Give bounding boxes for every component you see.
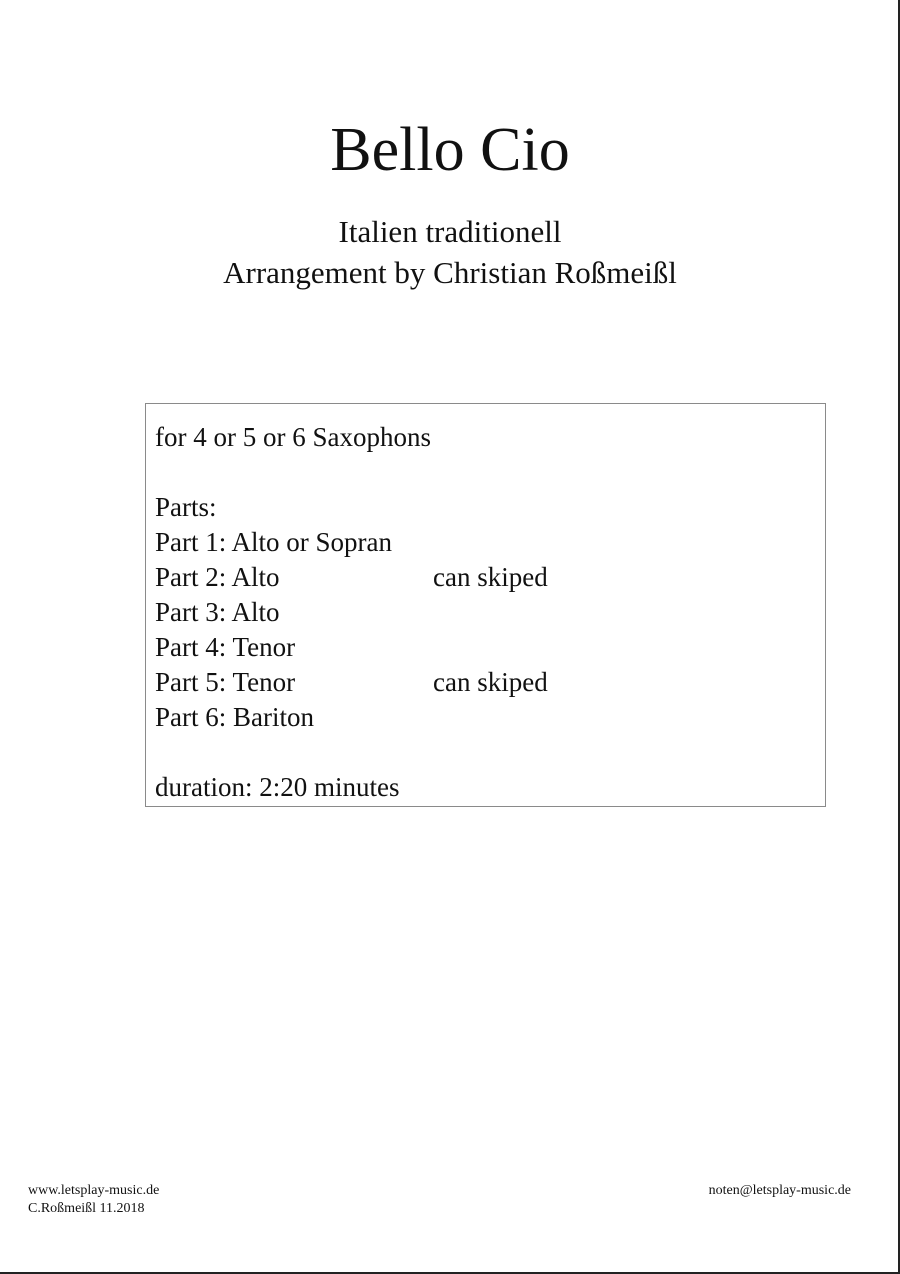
part-label: Part 3: Alto bbox=[155, 597, 280, 627]
part-row-1 bbox=[155, 525, 392, 559]
part-label: Part 2: Alto bbox=[155, 562, 280, 592]
part-note: can skiped bbox=[433, 667, 548, 697]
part-row-4 bbox=[155, 630, 295, 664]
parts-heading: Parts: bbox=[155, 492, 217, 522]
info-box bbox=[145, 403, 826, 807]
subtitle-origin: Italien traditionell bbox=[338, 214, 562, 249]
part-row-5 bbox=[155, 665, 548, 699]
duration-text: duration: 2:20 minutes bbox=[155, 772, 400, 802]
part-label: Part 6: Bariton bbox=[155, 702, 314, 732]
part-row-2 bbox=[155, 560, 548, 594]
footer-website: www.letsplay-music.de bbox=[28, 1183, 160, 1198]
part-label: Part 4: Tenor bbox=[155, 632, 296, 662]
footer-copyright: C.Roßmeißl 11.2018 bbox=[28, 1201, 145, 1216]
document-title: Bello Cio bbox=[330, 116, 570, 184]
part-label: Part 5: Tenor bbox=[155, 667, 296, 697]
footer-email: noten@letsplay-music.de bbox=[708, 1183, 851, 1198]
subtitle-arrangement: Arrangement by Christian Roßmeißl bbox=[223, 255, 677, 290]
part-row-6 bbox=[155, 700, 314, 734]
part-label: Part 1: Alto or Sopran bbox=[155, 527, 392, 557]
instrumentation-text: for 4 or 5 or 6 Saxophons bbox=[155, 422, 431, 452]
part-row-3 bbox=[155, 595, 280, 629]
part-note: can skiped bbox=[433, 562, 548, 592]
